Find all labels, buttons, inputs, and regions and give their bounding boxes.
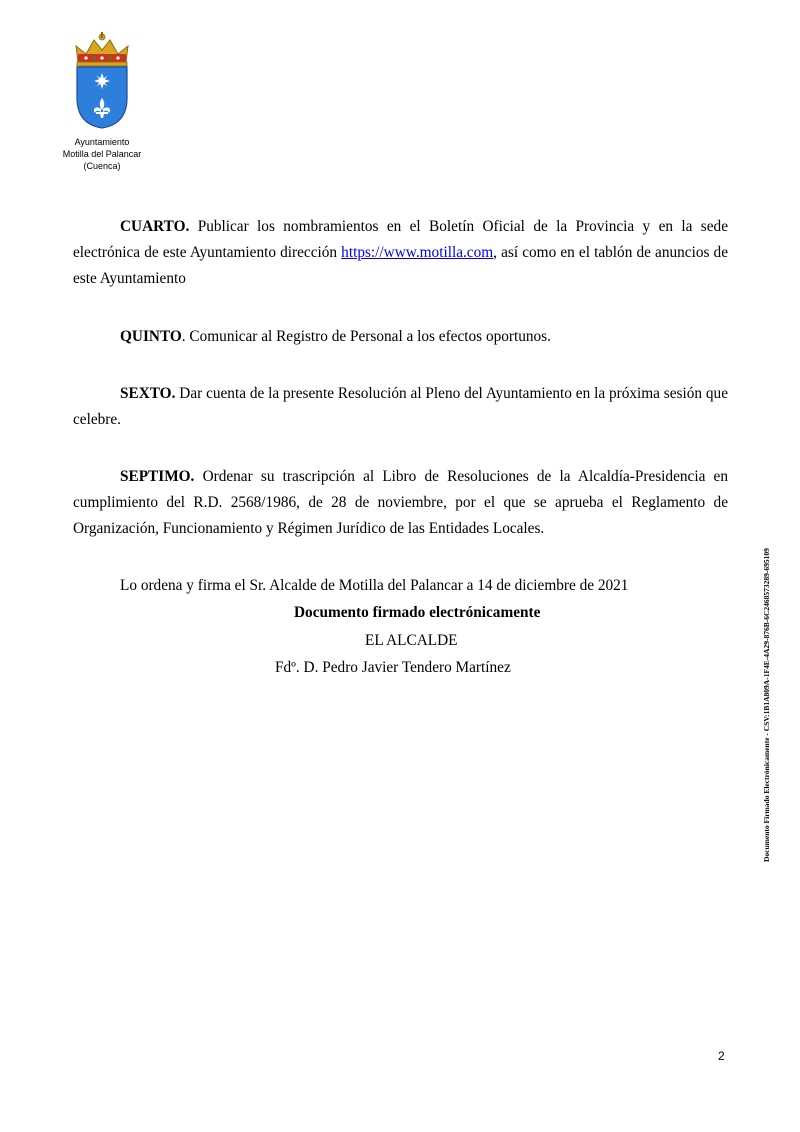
paragraph-heading: QUINTO: [120, 328, 182, 345]
page-number: 2: [718, 1049, 725, 1063]
signature-role: EL ALCALDE: [365, 632, 458, 649]
paragraph-text: Publicar los nombramientos en el Boletín Oficial de la Provincia y en la sede electrónica de este Ayuntamiento dirección: [73, 218, 728, 261]
electronic-signature-stamp: Documento Firmado Electrónicamente - CSV:1B1A809A-1F4E-4A29-876B-6C2468573289-695109: [762, 548, 771, 862]
paragraph-heading: SEPTIMO.: [120, 468, 195, 485]
paragraph-cuarto: [73, 214, 728, 292]
paragraph-heading: SEXTO.: [120, 385, 176, 402]
paragraph-quinto: [73, 324, 728, 350]
signature-title: Documento firmado electrónicamente: [294, 604, 541, 621]
paragraph-text: . Comunicar al Registro de Personal a los efectos oportunos.: [181, 328, 551, 345]
paragraph-text: Ordenar su trascripción al Libro de Resoluciones de la Alcaldía-Presidencia en cumplimiento del R.D. 2568/1986, de 28 de noviembre, por el que se aprueba el Reglamento de Organización, Funcionamiento y Régimen Jurídico de las Entidades Locales.: [73, 468, 728, 537]
municipal-crest-icon: [72, 32, 132, 130]
caption-line-3: (Cuenca): [83, 161, 121, 171]
paragraph-text: Dar cuenta de la presente Resolución al Pleno del Ayuntamiento en la próxima sesión que celebre.: [73, 385, 728, 428]
paragraph-text: , así como en el tablón de anuncios de este Ayuntamiento: [73, 244, 728, 287]
caption-line-1: Ayuntamiento: [74, 137, 130, 147]
closing-statement: Lo ordena y firma el Sr. Alcalde de Motilla del Palancar a 14 de diciembre de 2021: [120, 577, 629, 594]
municipality-caption: [40, 136, 164, 172]
signature-name: Fdº. D. Pedro Javier Tendero Martínez: [275, 659, 511, 676]
paragraph-septimo: [73, 464, 728, 542]
caption-line-2: Motilla del Palancar: [62, 149, 142, 159]
website-link[interactable]: https://www.motilla.com: [341, 244, 494, 261]
paragraph-sexto: [73, 381, 728, 433]
paragraph-heading: CUARTO.: [120, 218, 190, 235]
